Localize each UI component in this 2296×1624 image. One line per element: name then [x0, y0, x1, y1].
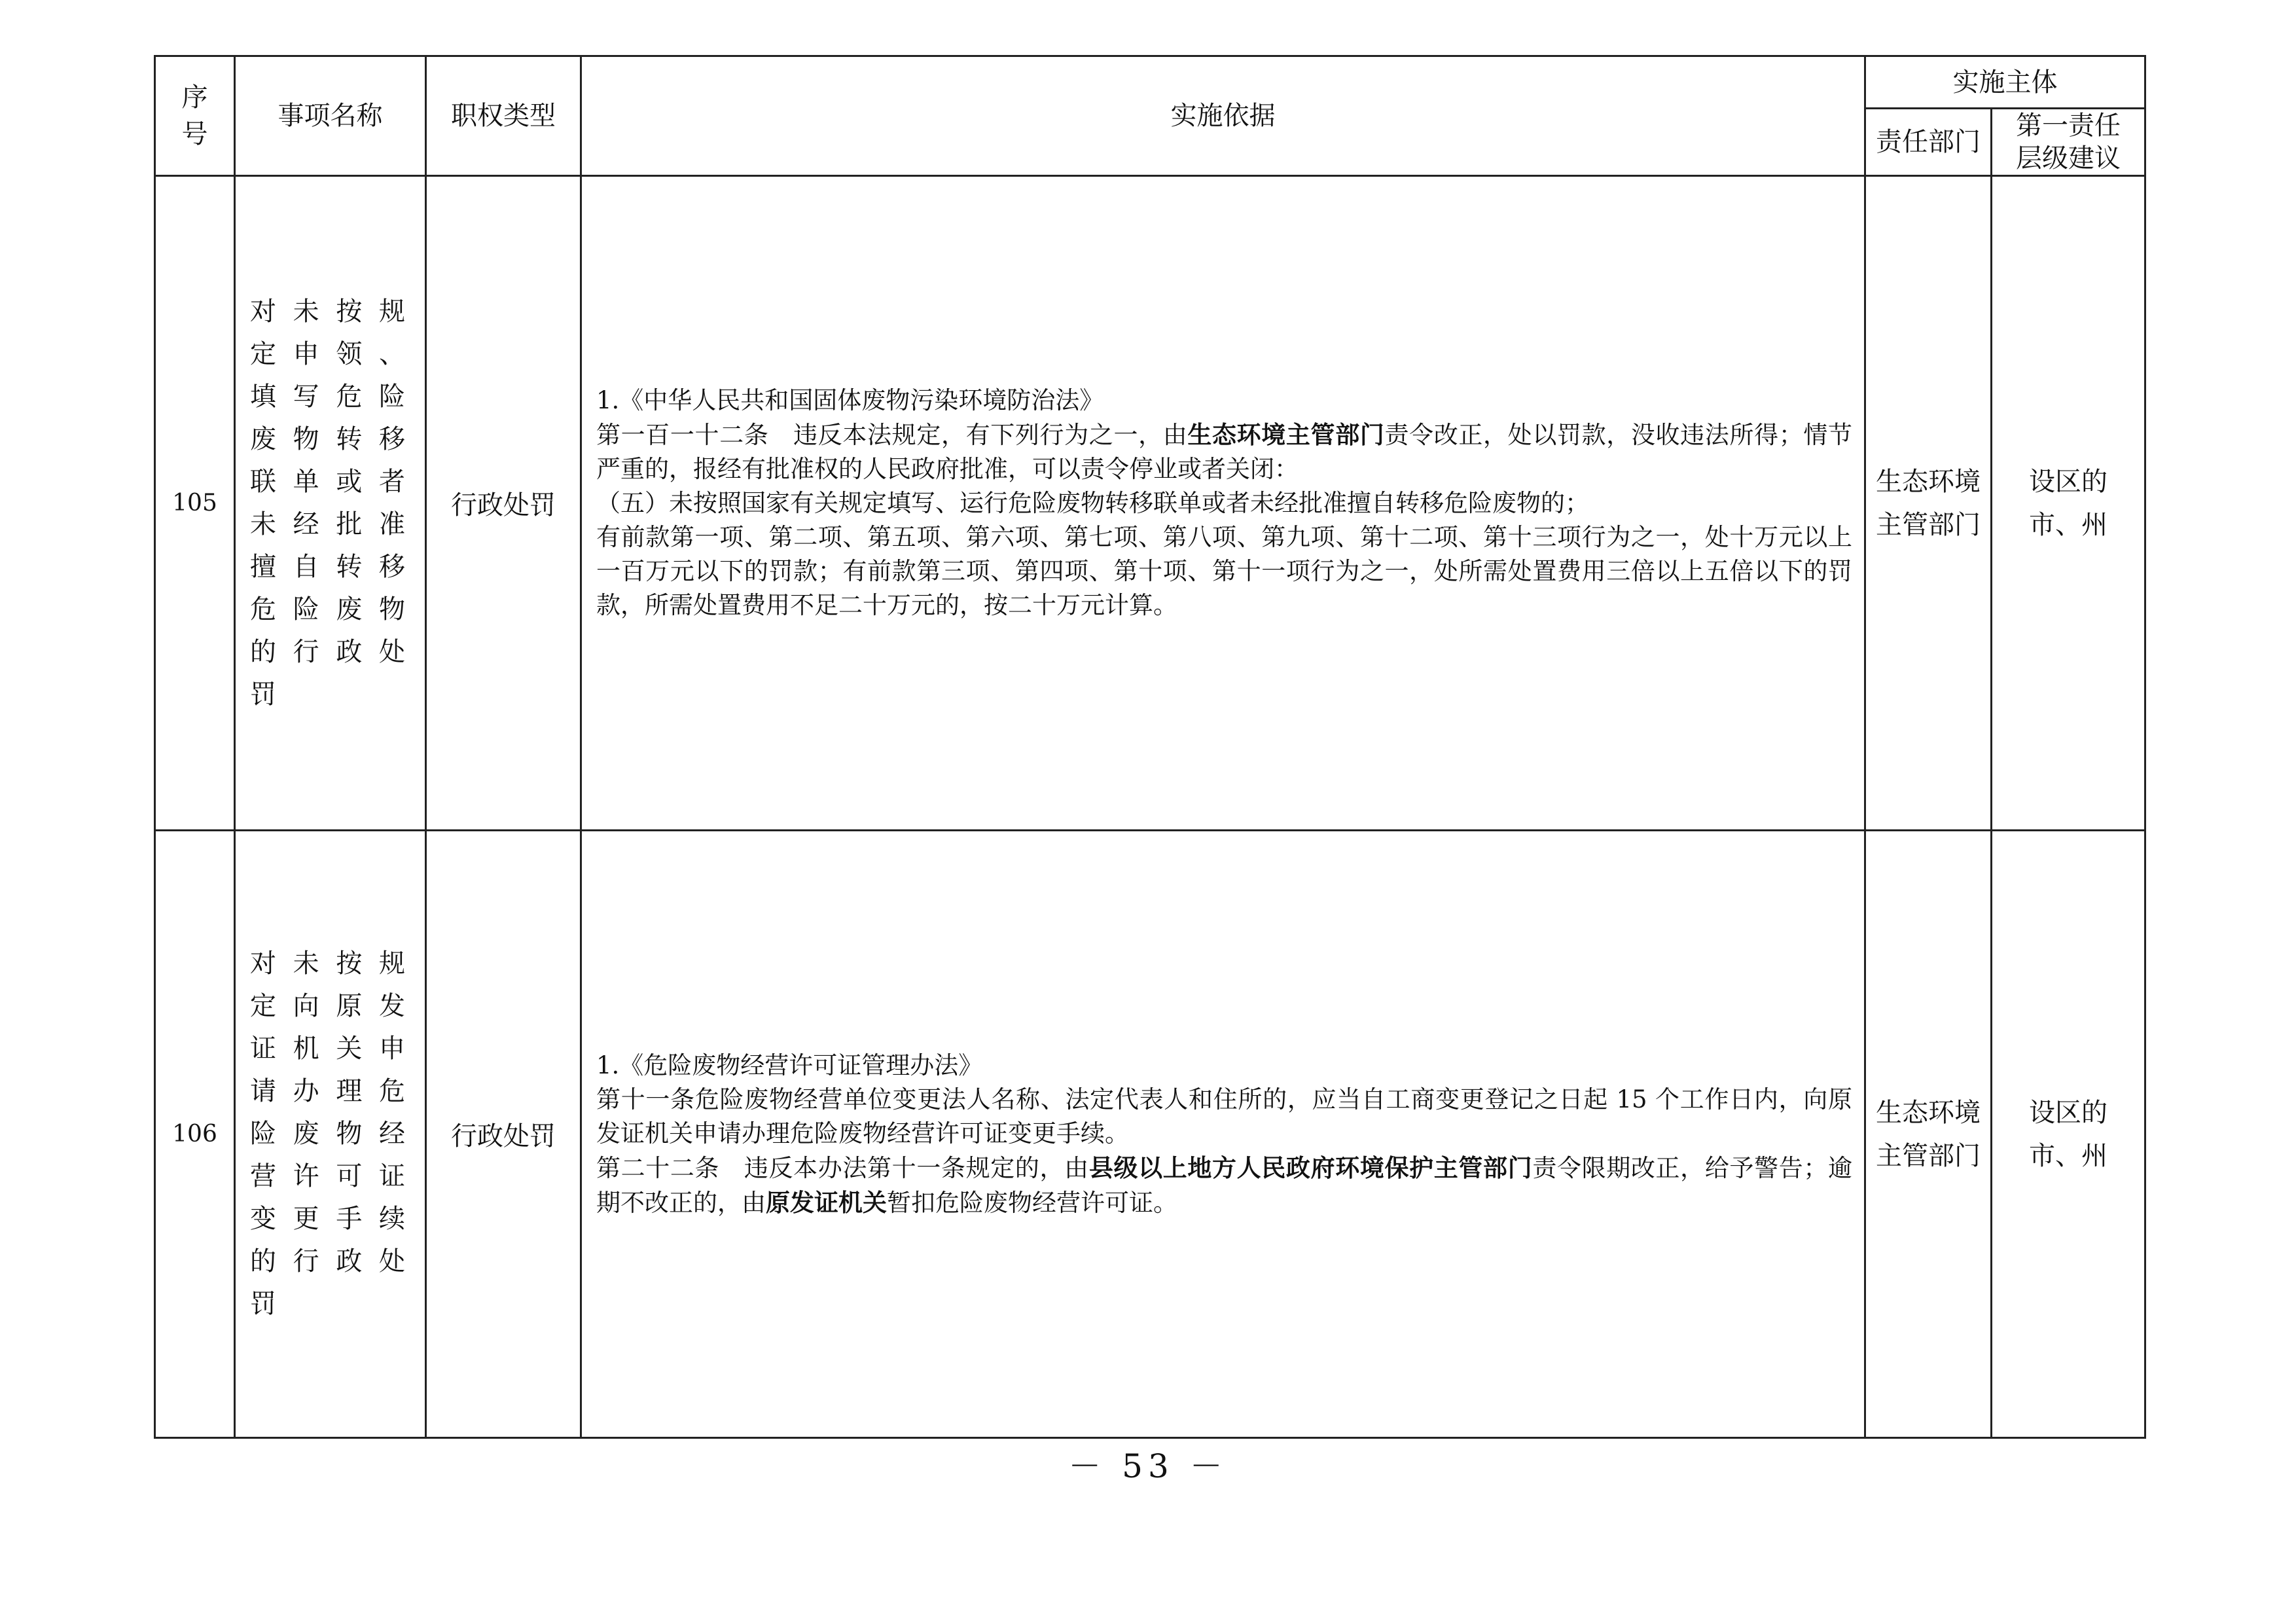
basis-text: 暂扣危险废物经营许可证。 — [887, 1188, 1177, 1217]
basis-text: 1.《中华人民共和国固体废物污染环境防治法》 — [596, 386, 1104, 414]
basis-text: 第一百一十二条 违反本法规定，有下列行为之一，由 — [596, 421, 1188, 449]
basis-text: 第十一条危险废物经营单位变更法人名称、法定代表人和住所的，应当自工商变更登记之日起 15 个工作日内，向原发证机关申请办理危险废物经营许可证变更手续。 — [596, 1085, 1852, 1147]
power-type: 行政处罚 — [426, 176, 581, 831]
header-basis: 实施依据 — [581, 56, 1865, 176]
basis-text: 有前款第一项、第二项、第五项、第六项、第七项、第八项、第九项、第十二项、第十三项行为之一，处十万元以上一百万元以下的罚款；有前款第三项、第四项、第十项、第十一项行为之一，处所需处置费用三倍以上五倍以下的罚款，所需处置费用不足二十万元的，按二十万元计算。 — [596, 523, 1852, 619]
basis-paragraph — [596, 520, 1852, 623]
basis-paragraph — [596, 486, 1852, 520]
responsibility-level: 设区的 市、州 — [1992, 831, 2145, 1438]
basis-paragraph — [596, 418, 1852, 486]
row-number: 106 — [155, 831, 235, 1438]
basis-text: 1.《危险废物经营许可证管理办法》 — [596, 1051, 983, 1079]
row-number: 105 — [155, 176, 235, 831]
bold-term: 生态环境主管部门 — [1187, 420, 1385, 449]
implementation-basis — [581, 176, 1865, 831]
basis-paragraph — [596, 1083, 1852, 1151]
implementation-basis — [581, 831, 1865, 1438]
basis-paragraph — [596, 1151, 1852, 1220]
table-row — [155, 176, 2145, 831]
responsible-dept: 生态环境 主管部门 — [1865, 176, 1992, 831]
basis-text: 第二十二条 违反本办法第十一条规定的，由 — [596, 1153, 1089, 1182]
bold-term: 县级以上地方人民政府环境保护主管部门 — [1088, 1153, 1533, 1182]
table-row — [155, 831, 2145, 1438]
header-item-name: 事项名称 — [235, 56, 426, 176]
header-seq: 序 号 — [155, 56, 235, 176]
page-number: － 53 － — [1068, 1447, 1228, 1485]
basis-text: （五）未按照国家有关规定填写、运行危险废物转移联单或者未经批准擅自转移危险废物的； — [596, 489, 1589, 517]
item-name: 对未按规定向原发证机关申请办理危险废物经营许可证变更手续的行政处罚 — [235, 831, 426, 1438]
bold-term: 原发证机关 — [766, 1187, 887, 1217]
basis-text: 责令改正，处以罚款，没收违法所得；情节严重的，报经有批准权的人民政府批准，可以责令停业或者关闭： — [596, 421, 1853, 483]
header-power-type: 职权类型 — [426, 56, 581, 176]
basis-text: 责令限期改正，给予警告；逾期不改正的，由 — [596, 1153, 1853, 1217]
regulation-table — [154, 55, 2146, 1439]
header-row-top — [155, 56, 2145, 109]
power-type: 行政处罚 — [426, 831, 581, 1438]
item-name: 对未按规定申领、填写危险废物转移联单或者未经批准擅自转移危险废物的行政处罚 — [235, 176, 426, 831]
basis-paragraph — [596, 1049, 1852, 1083]
header-level: 第一责任 层级建议 — [1992, 109, 2145, 176]
responsible-dept: 生态环境 主管部门 — [1865, 831, 1992, 1438]
header-dept: 责任部门 — [1865, 109, 1992, 176]
basis-paragraph — [596, 384, 1852, 418]
header-subject: 实施主体 — [1865, 56, 2145, 109]
responsibility-level: 设区的 市、州 — [1992, 176, 2145, 831]
